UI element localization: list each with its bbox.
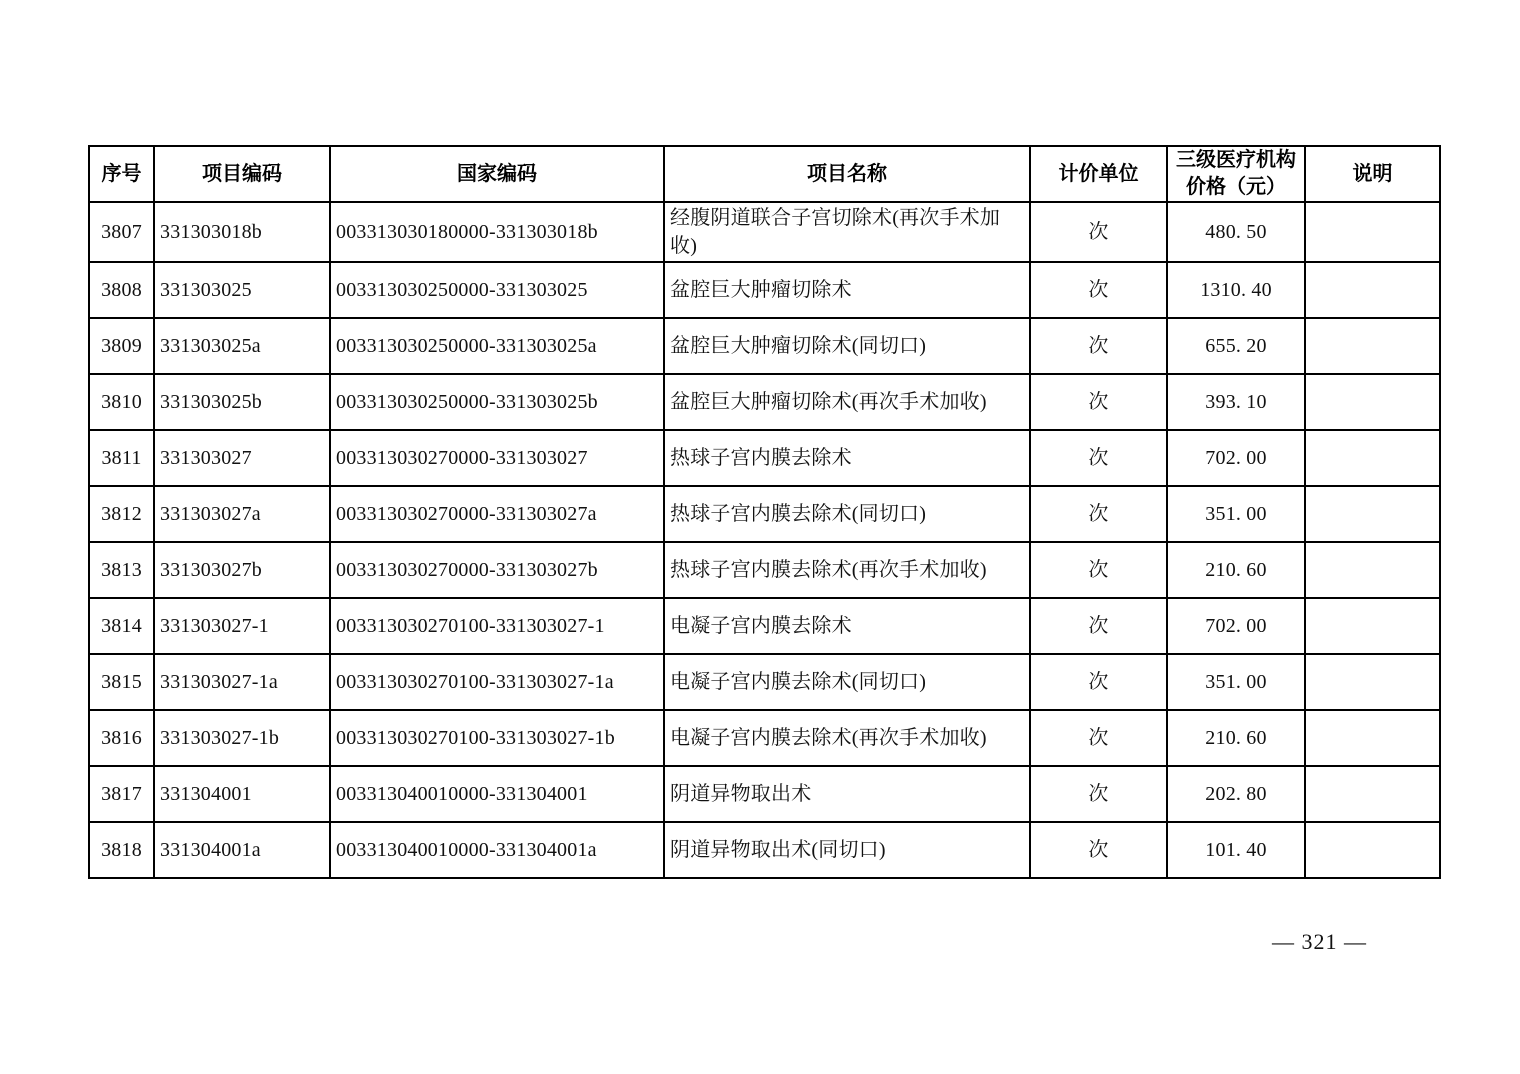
cell-seq: 3807	[89, 202, 154, 262]
cell-note	[1305, 318, 1440, 374]
cell-national-code: 003313030270100-331303027-1b	[330, 710, 664, 766]
cell-price: 702. 00	[1167, 430, 1305, 486]
cell-national-code: 003313030270000-331303027	[330, 430, 664, 486]
col-header-price: 三级医疗机构价格（元）	[1167, 146, 1305, 202]
cell-seq: 3811	[89, 430, 154, 486]
col-header-name: 项目名称	[664, 146, 1030, 202]
cell-price: 351. 00	[1167, 654, 1305, 710]
cell-name: 阴道异物取出术	[664, 766, 1030, 822]
cell-note	[1305, 374, 1440, 430]
table-row	[89, 486, 1440, 542]
table-row	[89, 766, 1440, 822]
cell-note	[1305, 598, 1440, 654]
cell-national-code: 003313030250000-331303025b	[330, 374, 664, 430]
cell-price: 480. 50	[1167, 202, 1305, 262]
cell-national-code: 003313040010000-331304001	[330, 766, 664, 822]
cell-item-code: 331303027b	[154, 542, 330, 598]
cell-unit: 次	[1030, 318, 1167, 374]
cell-name: 盆腔巨大肿瘤切除术(同切口)	[664, 318, 1030, 374]
cell-note	[1305, 822, 1440, 878]
col-header-seq: 序号	[89, 146, 154, 202]
table-row	[89, 654, 1440, 710]
cell-price: 351. 00	[1167, 486, 1305, 542]
cell-item-code: 331303025	[154, 262, 330, 318]
cell-seq: 3816	[89, 710, 154, 766]
table-row	[89, 822, 1440, 878]
table-row	[89, 202, 1440, 262]
cell-national-code: 003313030250000-331303025a	[330, 318, 664, 374]
cell-name: 阴道异物取出术(同切口)	[664, 822, 1030, 878]
col-header-unit: 计价单位	[1030, 146, 1167, 202]
cell-item-code: 331303027a	[154, 486, 330, 542]
cell-national-code: 003313030180000-331303018b	[330, 202, 664, 262]
cell-national-code: 003313030250000-331303025	[330, 262, 664, 318]
cell-name: 电凝子宫内膜去除术(同切口)	[664, 654, 1030, 710]
col-header-item-code: 项目编码	[154, 146, 330, 202]
cell-name: 电凝子宫内膜去除术	[664, 598, 1030, 654]
table-row	[89, 262, 1440, 318]
cell-seq: 3808	[89, 262, 154, 318]
table-row	[89, 598, 1440, 654]
cell-item-code: 331303027	[154, 430, 330, 486]
cell-name: 热球子宫内膜去除术	[664, 430, 1030, 486]
cell-name: 经腹阴道联合子宫切除术(再次手术加收)	[664, 202, 1030, 262]
cell-price: 101. 40	[1167, 822, 1305, 878]
cell-national-code: 003313030270100-331303027-1	[330, 598, 664, 654]
cell-item-code: 331304001a	[154, 822, 330, 878]
table-row	[89, 710, 1440, 766]
cell-name: 盆腔巨大肿瘤切除术	[664, 262, 1030, 318]
cell-national-code: 003313040010000-331304001a	[330, 822, 664, 878]
table-row	[89, 318, 1440, 374]
cell-national-code: 003313030270100-331303027-1a	[330, 654, 664, 710]
cell-price: 393. 10	[1167, 374, 1305, 430]
cell-name: 热球子宫内膜去除术(再次手术加收)	[664, 542, 1030, 598]
cell-national-code: 003313030270000-331303027a	[330, 486, 664, 542]
cell-price: 1310. 40	[1167, 262, 1305, 318]
table-header-row	[89, 146, 1440, 202]
cell-unit: 次	[1030, 766, 1167, 822]
cell-note	[1305, 766, 1440, 822]
cell-unit: 次	[1030, 374, 1167, 430]
cell-item-code: 331304001	[154, 766, 330, 822]
cell-price: 655. 20	[1167, 318, 1305, 374]
cell-item-code: 331303018b	[154, 202, 330, 262]
table-row	[89, 542, 1440, 598]
cell-note	[1305, 262, 1440, 318]
table-body	[89, 202, 1440, 878]
cell-note	[1305, 430, 1440, 486]
cell-seq: 3809	[89, 318, 154, 374]
cell-item-code: 331303025b	[154, 374, 330, 430]
cell-note	[1305, 710, 1440, 766]
cell-note	[1305, 486, 1440, 542]
col-header-note: 说明	[1305, 146, 1440, 202]
cell-name: 热球子宫内膜去除术(同切口)	[664, 486, 1030, 542]
cell-seq: 3818	[89, 822, 154, 878]
cell-national-code: 003313030270000-331303027b	[330, 542, 664, 598]
cell-price: 210. 60	[1167, 542, 1305, 598]
cell-seq: 3810	[89, 374, 154, 430]
cell-item-code: 331303027-1b	[154, 710, 330, 766]
cell-unit: 次	[1030, 598, 1167, 654]
cell-seq: 3815	[89, 654, 154, 710]
cell-unit: 次	[1030, 202, 1167, 262]
table-row	[89, 430, 1440, 486]
cell-seq: 3813	[89, 542, 154, 598]
cell-unit: 次	[1030, 542, 1167, 598]
cell-seq: 3814	[89, 598, 154, 654]
cell-item-code: 331303025a	[154, 318, 330, 374]
cell-note	[1305, 202, 1440, 262]
page-number: — 321 —	[1272, 929, 1367, 954]
cell-unit: 次	[1030, 710, 1167, 766]
cell-item-code: 331303027-1	[154, 598, 330, 654]
cell-unit: 次	[1030, 262, 1167, 318]
cell-seq: 3812	[89, 486, 154, 542]
cell-price: 210. 60	[1167, 710, 1305, 766]
cell-name: 电凝子宫内膜去除术(再次手术加收)	[664, 710, 1030, 766]
cell-note	[1305, 654, 1440, 710]
cell-name: 盆腔巨大肿瘤切除术(再次手术加收)	[664, 374, 1030, 430]
medical-price-table	[88, 145, 1441, 879]
cell-unit: 次	[1030, 822, 1167, 878]
cell-price: 202. 80	[1167, 766, 1305, 822]
cell-note	[1305, 542, 1440, 598]
cell-price: 702. 00	[1167, 598, 1305, 654]
cell-unit: 次	[1030, 654, 1167, 710]
col-header-national-code: 国家编码	[330, 146, 664, 202]
cell-unit: 次	[1030, 430, 1167, 486]
cell-unit: 次	[1030, 486, 1167, 542]
table-row	[89, 374, 1440, 430]
cell-item-code: 331303027-1a	[154, 654, 330, 710]
cell-seq: 3817	[89, 766, 154, 822]
